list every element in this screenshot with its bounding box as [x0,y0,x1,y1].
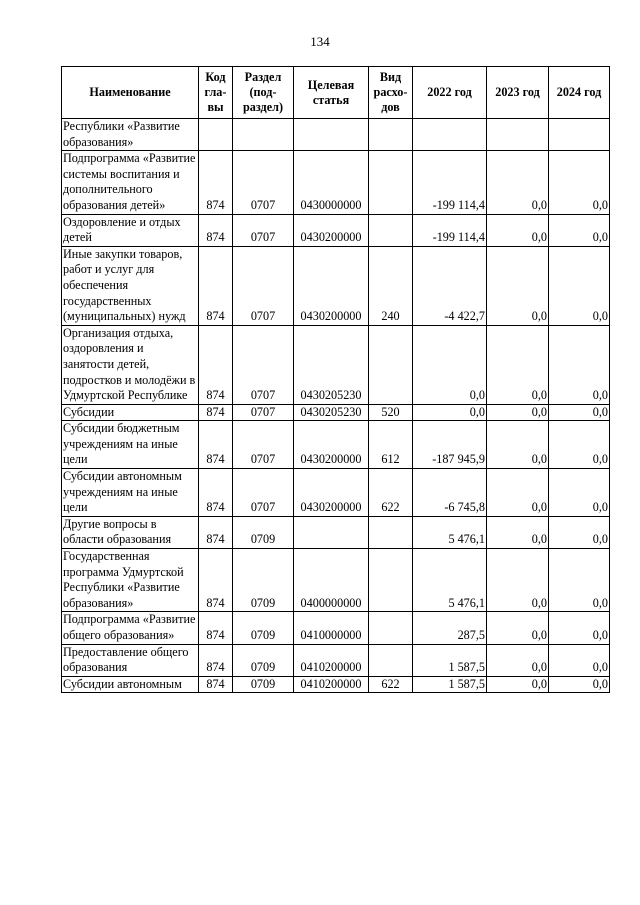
row-name: Субсидии бюджетным учреждениям на иные цели [62,421,199,469]
table-row [62,421,610,469]
row-section: 0707 [233,214,294,246]
row-target-article: 0430200000 [294,214,369,246]
table-row [62,119,610,151]
table-row [62,151,610,214]
row-target-article: 0430200000 [294,421,369,469]
row-value-2022: 287,5 [413,612,487,644]
row-value-2023: 0,0 [487,612,549,644]
row-section: 0707 [233,151,294,214]
row-target-article [294,516,369,548]
row-name: Иные закупки товаров, работ и услуг для обеспечения государственных (муниципальных) нужд [62,246,199,325]
row-target-article [294,119,369,151]
row-target-article: 0410200000 [294,676,369,693]
row-value-2023: 0,0 [487,676,549,693]
row-value-2023: 0,0 [487,246,549,325]
row-target-article: 0400000000 [294,549,369,612]
header-target-article: Целевая статья [294,67,369,119]
row-value-2024: 0,0 [549,325,610,404]
row-name: Республики «Развитие образования» [62,119,199,151]
row-section: 0707 [233,469,294,517]
row-expense-type: 612 [369,421,413,469]
table-row [62,246,610,325]
row-name: Другие вопросы в области образования [62,516,199,548]
row-target-article: 0410200000 [294,644,369,676]
row-value-2022: 0,0 [413,404,487,421]
header-chapter-code: Код гла- вы [199,67,233,119]
row-value-2024: 0,0 [549,469,610,517]
row-chapter-code: 874 [199,325,233,404]
row-section: 0707 [233,421,294,469]
row-section: 0709 [233,644,294,676]
table-row [62,549,610,612]
row-expense-type [369,325,413,404]
row-chapter-code: 874 [199,549,233,612]
header-2024: 2024 год [549,67,610,119]
row-chapter-code: 874 [199,214,233,246]
row-value-2023: 0,0 [487,516,549,548]
row-chapter-code: 874 [199,644,233,676]
row-target-article: 0410000000 [294,612,369,644]
row-name: Субсидии [62,404,199,421]
row-value-2022: 5 476,1 [413,549,487,612]
row-value-2022: -4 422,7 [413,246,487,325]
table-row [62,404,610,421]
header-expense-type: Вид расхо- дов [369,67,413,119]
row-expense-type: 520 [369,404,413,421]
row-name: Предоставление общего образования [62,644,199,676]
table-header-row [62,67,610,119]
row-value-2022: -199 114,4 [413,151,487,214]
table-row [62,612,610,644]
table-row [62,644,610,676]
row-section: 0707 [233,404,294,421]
row-value-2022: 1 587,5 [413,676,487,693]
row-section [233,119,294,151]
row-value-2022 [413,119,487,151]
table-row [62,676,610,693]
row-chapter-code: 874 [199,404,233,421]
row-expense-type [369,151,413,214]
row-chapter-code: 874 [199,421,233,469]
row-section: 0709 [233,676,294,693]
row-target-article: 0430000000 [294,151,369,214]
row-value-2023 [487,119,549,151]
row-section: 0707 [233,325,294,404]
row-chapter-code: 874 [199,246,233,325]
row-section: 0709 [233,612,294,644]
row-value-2022: -187 945,9 [413,421,487,469]
row-chapter-code: 874 [199,676,233,693]
row-value-2023: 0,0 [487,151,549,214]
row-value-2024: 0,0 [549,151,610,214]
row-section: 0707 [233,246,294,325]
row-name: Субсидии автономным [62,676,199,693]
row-value-2024: 0,0 [549,404,610,421]
row-target-article: 0430200000 [294,246,369,325]
row-name: Оздоровление и отдых детей [62,214,199,246]
row-value-2022: 5 476,1 [413,516,487,548]
header-2022: 2022 год [413,67,487,119]
row-target-article: 0430205230 [294,325,369,404]
row-chapter-code: 874 [199,516,233,548]
row-chapter-code [199,119,233,151]
row-value-2024 [549,119,610,151]
header-2023: 2023 год [487,67,549,119]
page-number: 134 [310,34,330,49]
row-name: Субсидии автономным учреждениям на иные цели [62,469,199,517]
row-value-2023: 0,0 [487,325,549,404]
header-section: Раздел (под- раздел) [233,67,294,119]
row-name: Подпрограмма «Развитие общего образования» [62,612,199,644]
row-expense-type [369,644,413,676]
row-value-2023: 0,0 [487,549,549,612]
table-row [62,516,610,548]
row-value-2024: 0,0 [549,644,610,676]
table-row [62,469,610,517]
row-value-2022: -6 745,8 [413,469,487,517]
row-chapter-code: 874 [199,151,233,214]
row-name: Организация отдыха, оздоровления и занятости детей, подростков и молодёжи в Удмуртской Республике [62,325,199,404]
row-value-2023: 0,0 [487,421,549,469]
row-section: 0709 [233,516,294,548]
row-name: Подпрограмма «Развитие системы воспитания и дополнительного образования детей» [62,151,199,214]
row-value-2024: 0,0 [549,421,610,469]
budget-table [61,66,610,693]
row-expense-type: 622 [369,469,413,517]
row-expense-type [369,214,413,246]
row-value-2022: -199 114,4 [413,214,487,246]
row-target-article: 0430205230 [294,404,369,421]
row-target-article: 0430200000 [294,469,369,517]
row-expense-type: 622 [369,676,413,693]
row-value-2022: 0,0 [413,325,487,404]
row-value-2024: 0,0 [549,516,610,548]
table-row [62,214,610,246]
row-expense-type [369,119,413,151]
row-value-2024: 0,0 [549,676,610,693]
row-expense-type: 240 [369,246,413,325]
row-value-2023: 0,0 [487,404,549,421]
row-chapter-code: 874 [199,469,233,517]
header-name: Наименование [62,67,199,119]
row-value-2024: 0,0 [549,246,610,325]
row-value-2023: 0,0 [487,469,549,517]
row-value-2024: 0,0 [549,549,610,612]
row-value-2024: 0,0 [549,214,610,246]
row-value-2022: 1 587,5 [413,644,487,676]
table-row [62,325,610,404]
row-name: Государственная программа Удмуртской Республики «Развитие образования» [62,549,199,612]
row-chapter-code: 874 [199,612,233,644]
row-expense-type [369,549,413,612]
row-value-2023: 0,0 [487,214,549,246]
row-value-2024: 0,0 [549,612,610,644]
row-expense-type [369,612,413,644]
row-value-2023: 0,0 [487,644,549,676]
row-section: 0709 [233,549,294,612]
row-expense-type [369,516,413,548]
